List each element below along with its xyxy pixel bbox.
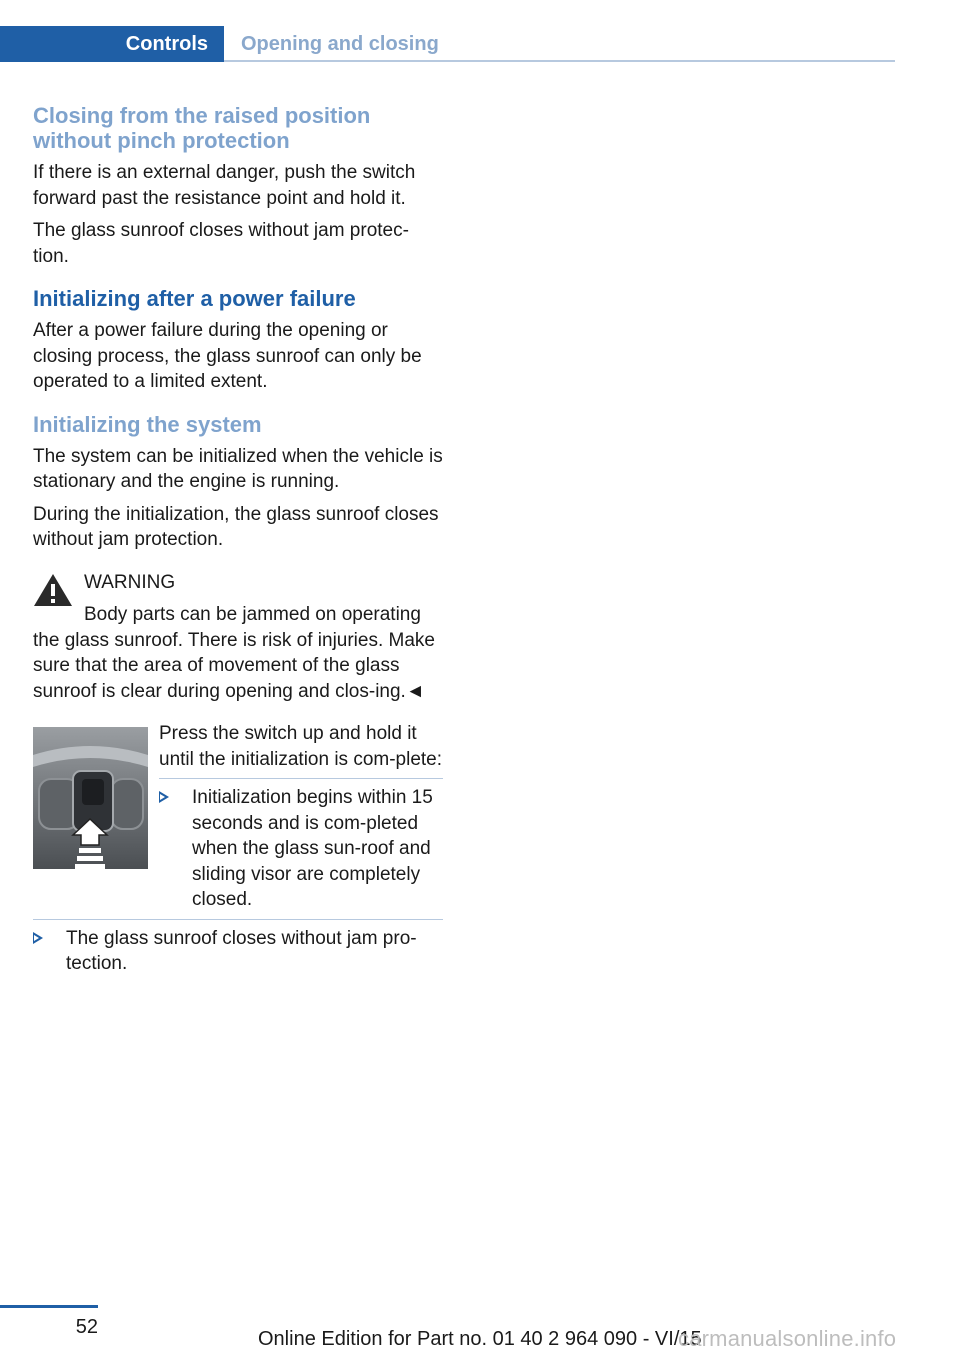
footer-rule xyxy=(0,1305,98,1308)
heading-init-power-failure: Initializing after a power failure xyxy=(33,286,356,311)
list-item-text: Initialization begins within 15 seconds and is com‐pleted when the glass sun‐roof and sliding visor are completely closed. xyxy=(192,787,433,910)
page-content xyxy=(33,103,443,977)
chapter-tab: Controls xyxy=(0,26,224,62)
list-divider xyxy=(159,778,443,779)
header-rule xyxy=(224,60,895,62)
figure-row xyxy=(33,721,443,913)
section-title: Opening and closing xyxy=(241,33,439,55)
warning-line: Body parts can be jammed on operating xyxy=(84,604,421,625)
sunroof-switch-image xyxy=(33,727,148,869)
bullet-triangle-icon xyxy=(159,791,169,803)
list-divider xyxy=(33,919,443,920)
heading-init-system: Initializing the system xyxy=(33,411,262,437)
warning-block xyxy=(33,570,443,705)
list-item xyxy=(33,926,443,977)
list-item-text: The glass sunroof closes without jam pro‐tection. xyxy=(66,927,417,974)
paragraph: If there is an external danger, push the switch forward past the resistance point and hold it. xyxy=(33,162,416,209)
warning-body: the glass sunroof. There is risk of injuries. Make sure that the area of movement of the glass sunroof is clear during opening and clos‐ing.◄ xyxy=(33,629,435,702)
warning-triangle-icon xyxy=(33,572,73,608)
watermark: carmanualsonline.info xyxy=(678,1326,897,1351)
paragraph: The system can be initialized when the vehicle is stationary and the engine is running. xyxy=(33,445,443,492)
warning-title: WARNING xyxy=(84,571,176,593)
paragraph: After a power failure during the opening or closing process, the glass sunroof can only be operated to a limited extent. xyxy=(33,320,422,392)
instruction-text: Press the switch up and hold it until the initialization is com‐plete: xyxy=(159,723,443,770)
bullet-triangle-icon xyxy=(33,932,43,944)
edition-text: Online Edition for Part no. 01 40 2 964 090 - VI/15 xyxy=(258,1328,702,1350)
paragraph: The glass sunroof closes without jam protec‐tion. xyxy=(33,220,409,267)
paragraph: During the initialization, the glass sunroof closes without jam protection. xyxy=(33,503,439,550)
page-number: 52 xyxy=(75,1316,98,1338)
list-item xyxy=(159,785,443,913)
heading-closing-without-pinch: Closing from the raised position without pinch protection xyxy=(33,103,371,153)
